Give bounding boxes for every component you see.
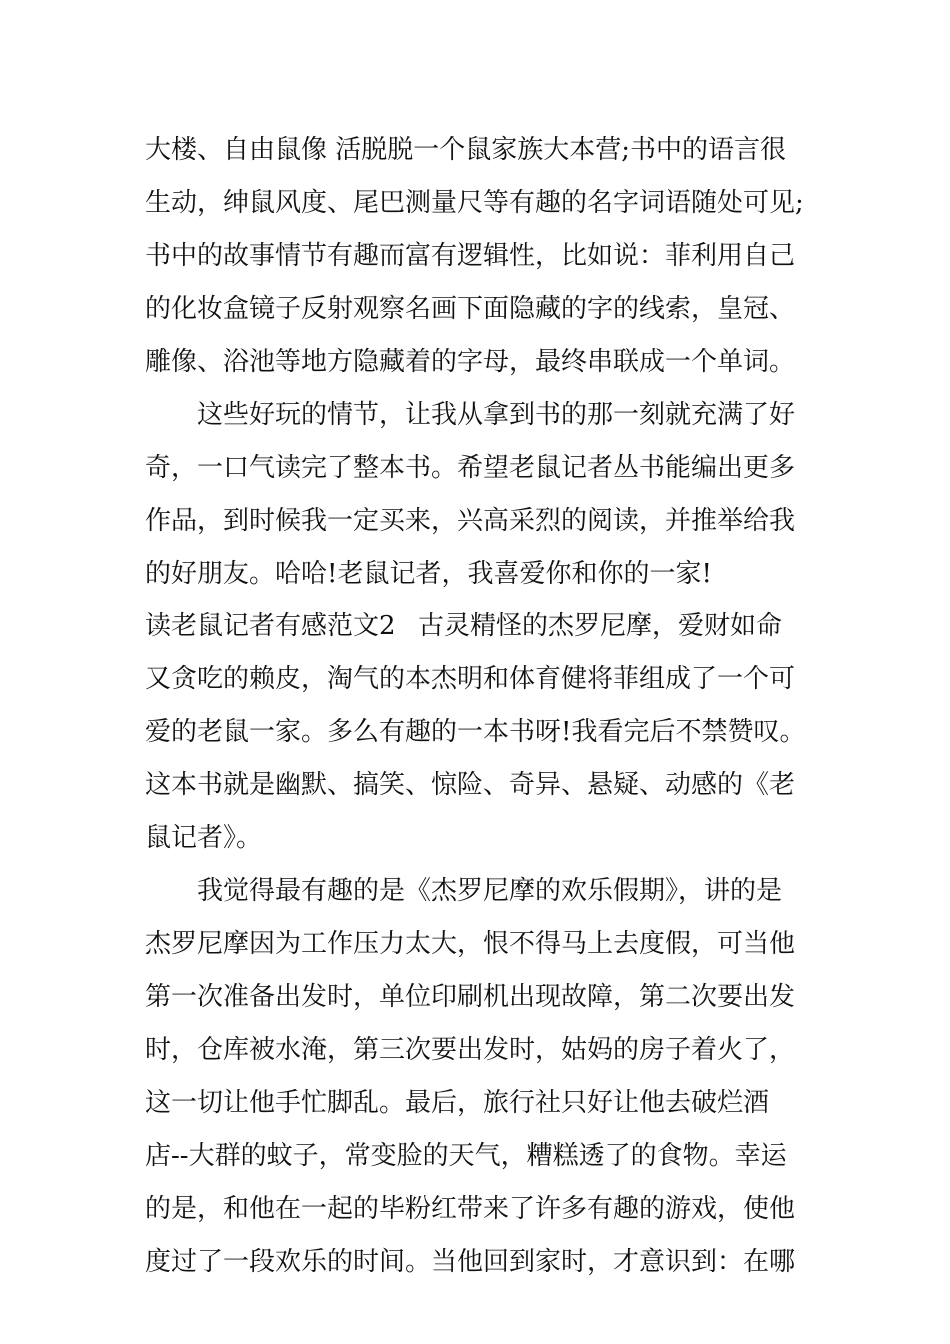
text-line: 这些好玩的情节，让我从拿到书的那一刻就充满了好 [197, 400, 796, 430]
text-line: 这本书就是幽默、搞笑、惊险、奇异、悬疑、动感的《老 [145, 770, 796, 800]
text-line: 的好朋友。哈哈!老鼠记者，我喜爱你和你的一家! [145, 559, 712, 589]
text-line: 雕像、浴池等地方隐藏着的字母，最终串联成一个单词。 [145, 347, 796, 377]
text-line: 作品，到时候我一定买来，兴高采烈的阅读，并推举给我 [145, 506, 796, 536]
text-line: 时，仓库被水淹，第三次要出发时，姑妈的房子着火了， [145, 1035, 796, 1065]
text-line: 书中的故事情节有趣而富有逻辑性，比如说：菲利用自己 [145, 241, 796, 271]
text-line: 度过了一段欢乐的时间。当他回到家时，才意识到：在哪 [145, 1247, 796, 1277]
text-line: 奇，一口气读完了整本书。希望老鼠记者丛书能编出更多 [145, 453, 796, 483]
text-line: 大楼、自由鼠像 活脱脱一个鼠家族大本营;书中的语言很 [145, 135, 787, 165]
text-line: 的化妆盒镜子反射观察名画下面隐藏的字的线索，皇冠、 [145, 294, 796, 324]
text-line: 生动，绅鼠风度、尾巴测量尺等有趣的名字词语随处可见; [145, 188, 804, 218]
text-line: 我觉得最有趣的是《杰罗尼摩的欢乐假期》，讲的是 [197, 876, 783, 906]
text-line: 爱的老鼠一家。多么有趣的一本书呀!我看完后不禁赞叹。 [145, 717, 806, 747]
text-line: 第一次准备出发时，单位印刷机出现故障，第二次要出发 [145, 982, 796, 1012]
text-line: 又贪吃的赖皮，淘气的本杰明和体育健将菲组成了一个可 [145, 664, 796, 694]
section-heading: 读老鼠记者有感范文2 [145, 611, 396, 641]
text-line: 的是，和他在一起的毕粉红带来了许多有趣的游戏，使他 [145, 1194, 796, 1224]
text-line: 店--大群的蚊子，常变脸的天气，糟糕透了的食物。幸运 [145, 1141, 787, 1171]
text-line: 古灵精怪的杰罗尼摩，爱财如命 [418, 611, 783, 641]
text-line: 杰罗尼摩因为工作压力太大，恨不得马上去度假，可当他 [145, 929, 796, 959]
text-line: 鼠记者》。 [145, 823, 263, 853]
text-line: 这一切让他手忙脚乱。最后，旅行社只好让他去破烂酒 [145, 1088, 770, 1118]
